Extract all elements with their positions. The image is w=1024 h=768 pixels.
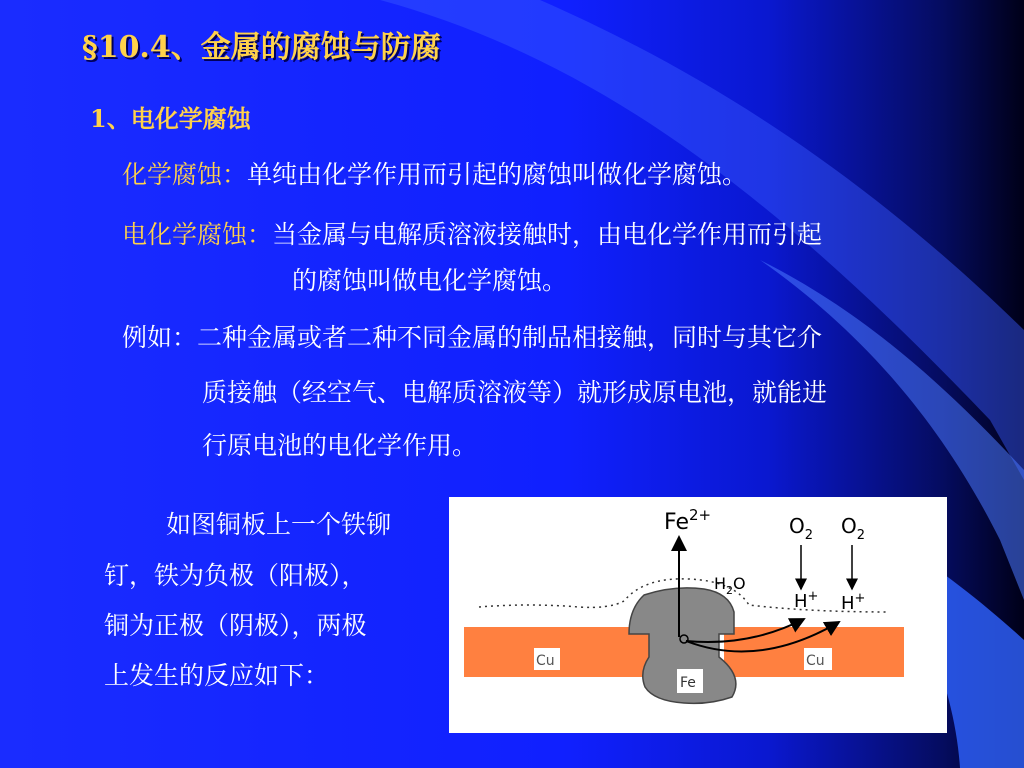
- corrosion-diagram-drawing: [449, 497, 947, 733]
- electrochemical-corrosion-line-1: 当金属与电解质溶液接触时，由电化学作用而引起: [272, 220, 823, 249]
- example-line-3: 行原电池的电化学作用。: [202, 431, 478, 460]
- figure-caption-line-4: 上发生的反应如下：: [104, 661, 330, 690]
- iron-label: Fe: [680, 675, 696, 691]
- chemical-corrosion-definition: [122, 160, 747, 190]
- figure-caption-line-1: 如图铜板上一个铁铆: [166, 510, 392, 539]
- corrosion-diagram: [449, 497, 947, 733]
- figure-caption-line-3: 铜为正极（阴极），两极: [104, 611, 367, 640]
- proton-label-2: H+: [841, 591, 866, 614]
- proton-label-1: H+: [794, 589, 819, 612]
- oxygen-label-2: $O_2$: [841, 514, 866, 543]
- water-label: $H_2O$: [714, 574, 746, 597]
- example-line-1: 例如：二种金属或者二种不同金属的制品相接触，同时与其它介: [122, 323, 823, 352]
- section-heading: 1、电化学腐蚀: [90, 104, 251, 133]
- electrochemical-corrosion-term: 电化学腐蚀：: [122, 220, 273, 249]
- copper-label-right: Cu: [806, 653, 825, 669]
- copper-label-left: Cu: [536, 653, 555, 669]
- fe-ion-label: $Fe^{2+}$: [664, 506, 712, 535]
- figure-caption-line-2: 钉，铁为负极（阳极），: [104, 561, 367, 590]
- chemical-corrosion-text: 单纯由化学作用而引起的腐蚀叫做化学腐蚀。: [247, 160, 748, 189]
- electrochemical-corrosion-line-2: 的腐蚀叫做电化学腐蚀。: [292, 266, 568, 295]
- electrochemical-corrosion-definition: [122, 220, 822, 250]
- oxygen-label-1: $O_2$: [789, 514, 814, 543]
- example-line-2: 质接触（经空气、电解质溶液等）就形成原电池，就能进: [202, 378, 828, 407]
- chemical-corrosion-term: 化学腐蚀：: [122, 160, 248, 189]
- slide-title: §10.4、金属的腐蚀与防腐: [82, 30, 441, 65]
